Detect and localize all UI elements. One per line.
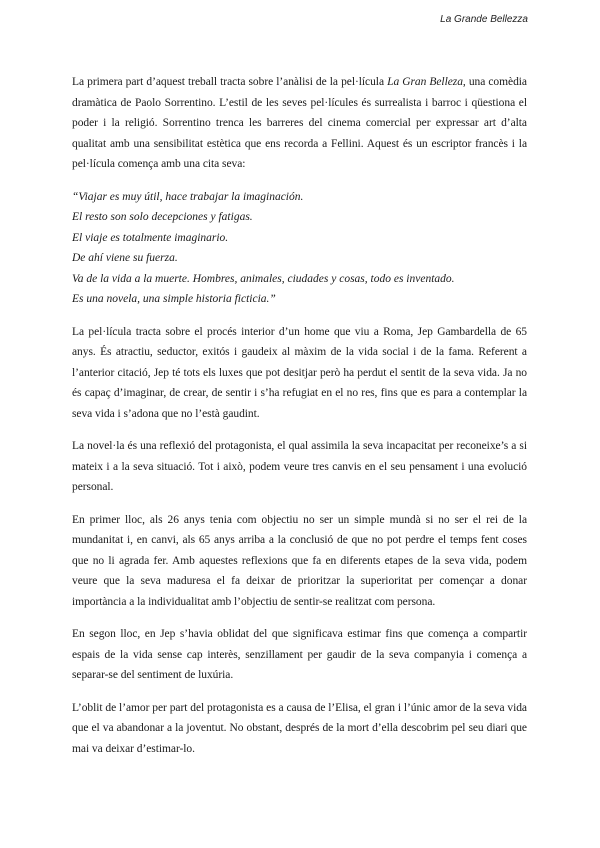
quote-line: El viaje es totalmente imaginario. xyxy=(72,231,229,244)
quotation-block xyxy=(72,187,527,310)
paragraph-reflection: La novel·la és una reflexió del protagonista, el qual assimila la seva incapacitat per reconeixe’s a si mateix i a la seva situació. Tot i això, podem veure tres canvis en el seu pensament i una evolució personal. xyxy=(72,440,527,493)
paragraph-love: L’oblit de l’amor per part del protagonista es a causa de l’Elisa, el gran i l’únic amor de la seva vida que el va abandonar a la joventut. No obstant, després de la mort d’ella descobrim pel seu diari que mai va deixar d’estimar-lo. xyxy=(72,701,527,755)
quote-line: De ahí viene su fuerza. xyxy=(72,252,178,264)
paragraph-intro-text-end: , una comèdia dramàtica de Paolo Sorrentino. L’estil de les seves pel·lícules és surrealista i barroc i qüestiona el poder i la religió. Sorrentino trenca les barreres del cinema comercial per expressar art d’alta qualitat amb una sensibilitat estètica que ens recorda a Fellini. Aquest és un escriptor francès i la pel·lícula comença amb una cita seva: xyxy=(72,76,527,170)
paragraph-first-change: En primer lloc, als 26 anys tenia com objectiu no ser un simple mundà si no ser el rei de la mundanitat i, en canvi, als 65 anys arriba a la conclusió de que no pot perdre el temps fent coses que no li agrada fer. Amb aquestes reflexions que fa en diferents etapes de la seva vida, podem veure que la seva maduresa el fa deixar de prioritzar la superioritat per començar a donar importància a la individualitat amb l’objectiu de sentir-se realitzat com persona. xyxy=(72,513,527,608)
quote-line: El resto son solo decepciones y fatigas. xyxy=(72,211,253,223)
document-body xyxy=(72,72,527,771)
quote-line: Va de la vida a la muerte. Hombres, animales, ciudades y cosas, todo es inventado. xyxy=(72,272,455,285)
quote-line: “Viajar es muy útil, hace trabajar la imaginación. xyxy=(72,190,304,203)
film-title: La Gran Belleza xyxy=(387,76,463,88)
paragraph-intro xyxy=(72,72,527,175)
quote-line: Es una novela, una simple historia ficticia.” xyxy=(72,293,276,305)
paragraph-intro-text-start: La primera part d’aquest treball tracta sobre l’anàlisi de la pel·lícula xyxy=(72,76,388,88)
paragraph-second-change: En segon lloc, en Jep s’havia oblidat del que significava estimar fins que comença a compartir espais de la vida sense cap interès, senzillament per gaudir de la seva companyia i comença a separar-se del sentiment de luxúria. xyxy=(72,628,527,681)
running-header: La Grande Bellezza xyxy=(440,14,528,25)
paragraph-plot: La pel·lícula tracta sobre el procés interior d’un home que viu a Roma, Jep Gambardella de 65 anys. És atractiu, seductor, exitós i gaudeix al màxim de la vida social i de la fama. Referent a l’anterior citació, Jep té tots els luxes que pot desitjar però ha perdut el sentit de la seva vida. Ja no és capaç d’imaginar, de crear, de sentir i s’ha refugiat en el no res, fins que es para a contemplar la seva vida i s’adona que no l’està gaudint. xyxy=(72,325,527,420)
